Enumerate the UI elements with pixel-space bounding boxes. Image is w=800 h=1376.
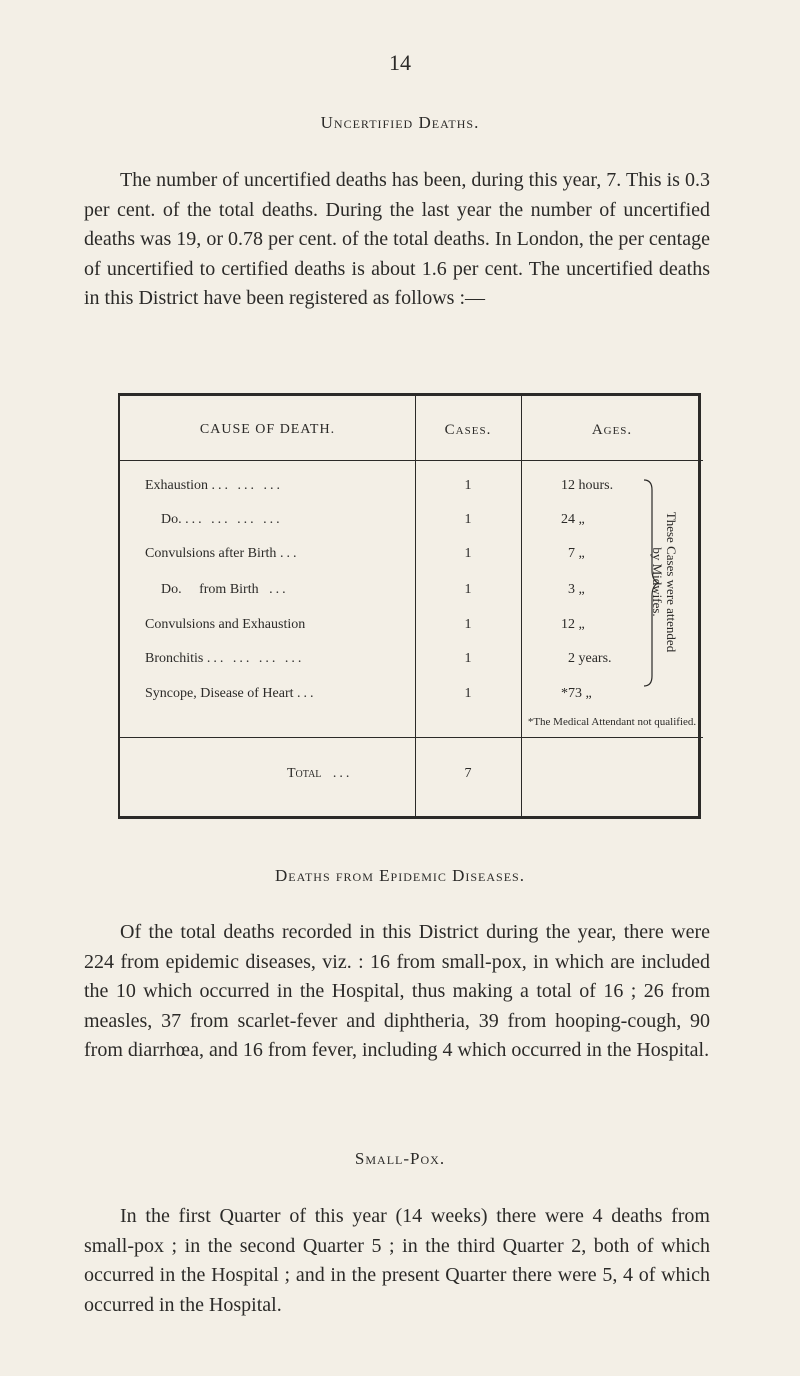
header-cause: CAUSE OF DEATH. (199, 422, 336, 437)
total-rule (521, 737, 703, 738)
age-cell: 2 years. (568, 651, 612, 666)
cause-cell: Convulsions after Birth ... (145, 546, 300, 561)
heading-uncertified-deaths: Uncertified Deaths. (320, 113, 480, 132)
total-rule (120, 737, 415, 738)
header-ages: Ages. (591, 422, 633, 438)
cases-cell: 1 (464, 651, 472, 666)
midwife-note (640, 478, 688, 688)
total-rule (415, 737, 521, 738)
age-cell: 3 „ (568, 582, 585, 597)
age-cell: 12 hours. (561, 478, 614, 493)
cases-cell: 1 (464, 582, 472, 597)
cause-cell: Syncope, Disease of Heart ... (145, 686, 317, 701)
heading-small-pox: Small-Pox. (354, 1149, 446, 1168)
header-rule (120, 460, 415, 461)
cases-cell: 1 (464, 617, 472, 632)
column-divider (415, 396, 416, 816)
cases-cell: 1 (464, 478, 472, 493)
age-cell: 7 „ (568, 546, 585, 561)
header-rule (415, 460, 521, 461)
age-cell: 24 „ (561, 512, 585, 527)
cases-cell: 1 (464, 512, 472, 527)
page-number: 14 (389, 50, 411, 75)
age-cell: 12 „ (561, 617, 585, 632)
age-cell: *73 „ (561, 686, 592, 701)
column-divider (521, 396, 522, 816)
uncertified-deaths-table (118, 393, 701, 819)
header-rule (521, 460, 703, 461)
total-value: 7 (464, 766, 472, 781)
cause-cell: Bronchitis ... ... ... ... (145, 651, 305, 666)
cause-cell: Convulsions and Exhaustion (145, 617, 306, 632)
cause-cell: Do. ... ... ... ... (161, 512, 283, 527)
paragraph-epidemic-deaths: Of the total deaths recorded in this District during the year, there were 224 from epidemic diseases, viz. : 16 from small-pox, in which are included the 10 which occurred in the Hospital, thus making a total of 16 ; 26 from measles, 37 from scarlet-fever and diphtheria, 39 from hooping-cough, 90 from diarrhœa, and 16 from fever, including 4 which occurred in the Hospital. (84, 921, 710, 1061)
total-label: Total ... (287, 766, 353, 781)
cases-cell: 1 (464, 686, 472, 701)
header-cases: Cases. (444, 422, 492, 438)
cases-cell: 1 (464, 546, 472, 561)
footnote: *The Medical Attendant not qualified. (527, 716, 697, 728)
cause-cell: Exhaustion ... ... ... (145, 478, 283, 493)
paragraph-small-pox: In the first Quarter of this year (14 weeks) there were 4 deaths from small-pox ; in the second Quarter 5 ; in the third Quarter 2, both of which occurred in the Hospital ; and in the present Quarter there were 5, 4 of which occurred in the Hospital. (84, 1205, 710, 1316)
heading-epidemic-deaths: Deaths from Epidemic Diseases. (275, 866, 525, 885)
midwife-note-text: These Cases were attended by Midwifes. (650, 511, 679, 653)
cause-cell: Do. from Birth ... (161, 582, 289, 597)
paragraph-uncertified-deaths: The number of uncertified deaths has been, during this year, 7. This is 0.3 per cent. of the total deaths. During the last year the number of uncertified deaths was 19, or 0.78 per cent. of the total deaths. In London, the per centage of uncertified to certified deaths is about 1.6 per cent. The uncertified deaths in this District have been registered as follows :— (84, 169, 710, 309)
